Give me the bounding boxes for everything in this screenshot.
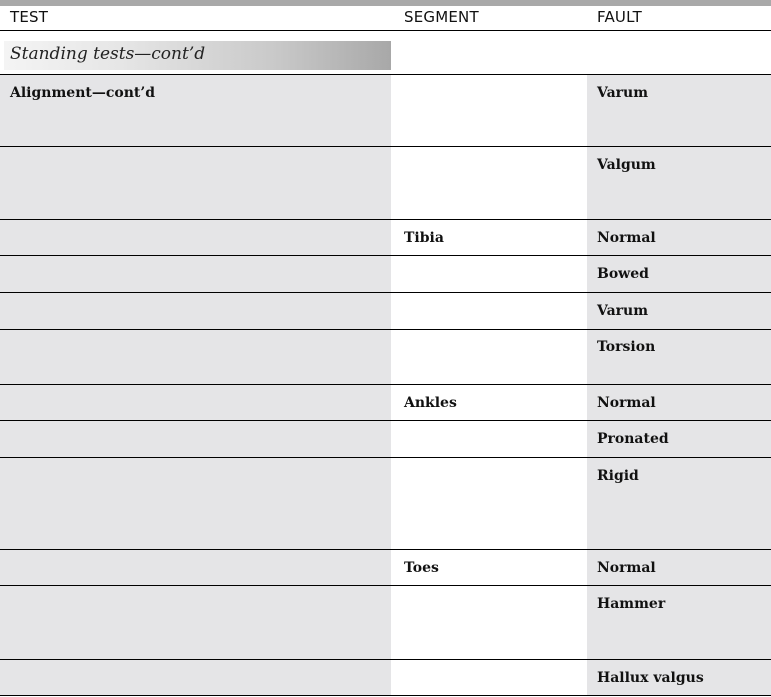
cell-fault: Varum xyxy=(597,85,649,101)
cell-fault: Hammer xyxy=(597,596,666,612)
table-row xyxy=(0,330,771,385)
table-row xyxy=(0,586,771,660)
table-row xyxy=(0,385,771,421)
cell-segment: Toes xyxy=(404,560,439,576)
table-row xyxy=(0,421,771,458)
cell-fault: Pronated xyxy=(597,431,669,447)
cell-fault: Varum xyxy=(597,303,649,319)
cell-fault: Normal xyxy=(597,230,656,246)
cell-fault: Valgum xyxy=(597,157,656,173)
section-title: Standing tests—cont’d xyxy=(10,44,206,64)
table-row xyxy=(0,256,771,293)
header-segment: SEGMENT xyxy=(404,8,479,26)
header-fault: FAULT xyxy=(597,8,642,26)
header-test: TEST xyxy=(10,8,49,26)
table-row xyxy=(0,660,771,696)
table-header xyxy=(0,6,771,31)
cell-fault: Normal xyxy=(597,395,656,411)
table-row xyxy=(0,147,771,220)
table-row xyxy=(0,458,771,550)
cell-fault: Hallux valgus xyxy=(597,670,704,686)
cell-fault: Torsion xyxy=(597,339,656,355)
table-row xyxy=(0,75,771,147)
section-header xyxy=(0,31,771,75)
cell-segment: Tibia xyxy=(404,230,444,246)
cell-fault: Normal xyxy=(597,560,656,576)
table-row xyxy=(0,293,771,330)
cell-test: Alignment—cont’d xyxy=(10,85,156,101)
table-row xyxy=(0,220,771,256)
cell-segment: Ankles xyxy=(404,395,457,411)
cell-fault: Bowed xyxy=(597,266,649,282)
table-row xyxy=(0,550,771,586)
cell-fault: Rigid xyxy=(597,468,639,484)
